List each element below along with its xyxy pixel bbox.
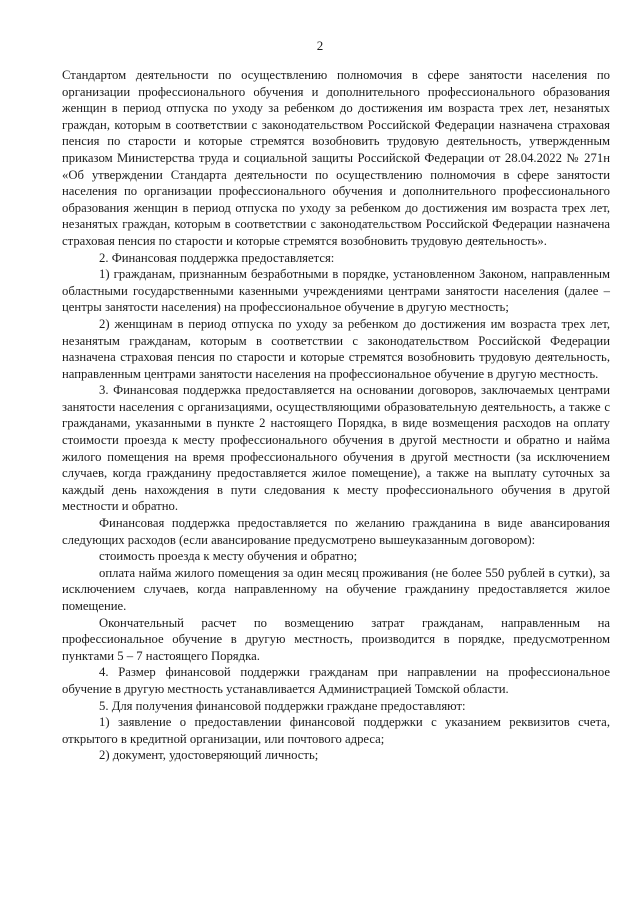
page-number: 2 xyxy=(316,38,324,53)
paragraph-clause-5: 5. Для получения финансовой поддержки граждане предоставляют: xyxy=(99,698,466,713)
paragraph-housing-cost: оплата найма жилого помещения за один месяц проживания (не более 550 рублей в сутки), за исключением случаев, когда направленному на обучение гражданину предоставляется жилое помещение. xyxy=(62,565,610,613)
paragraph-final-settlement: Окончательный расчет по возмещению затрат гражданам, направленным на профессиональное обучение в другую местность, производится в порядке, предусмотренном пунктами 5 – 7 настоящего Порядка. xyxy=(62,615,610,663)
paragraph-clause-5-item-1: 1) заявление о предоставлении финансовой поддержки с указанием реквизитов счета, открытого в кредитной организации, или почтового адреса; xyxy=(62,715,610,746)
paragraph-standard-continuation: Стандартом деятельности по осуществлению полномочия в сфере занятости населения по организации профессионального обучения и дополнительного профессионального образования женщин в период отпуска по уходу за ребенком до достижения им возраста трех лет, незанятых граждан, которым в соответствии с законодательством Российской Федерации назначена страховая пенсия по старости и которые стремятся возобновить трудовую деятельность, утвержденным приказом Министерства труда и социальной защиты Российской Федерации от 28.04.2022 № 271н «Об утверждении Стандарта деятельности по осуществлению полномочия в сфере занятости населения по организации профессионального обучения и дополнительного профессионального образования женщин в период отпуска по уходу за ребенком до достижения им возраста трех лет, незанятых граждан, которым в соответствии с законодательством Российской Федерации назначена страховая пенсия по старости и которые стремятся возобновить трудовую деятельность». xyxy=(62,68,610,248)
paragraph-clause-3: 3. Финансовая поддержка предоставляется на основании договоров, заключаемых центрами занятости населения с организациями, осуществляющими образовательную деятельность, а также с гражданами, указанными в пункте 2 настоящего Порядка, в виде возмещения расходов на оплату стоимости проезда к месту профессионального обучения в другой местности и обратно и найма жилого помещения на время профессионального обучения в другой местности (за исключением случаев, когда гражданину предоставляется жилое помещение), а также на выплату суточных за каждый день нахождения в пути следования к месту профессионального обучения в другой местности и обратно. xyxy=(62,383,610,514)
paragraph-clause-5-item-2: 2) документ, удостоверяющий личность; xyxy=(99,748,319,763)
paragraph-clause-2-item-2: 2) женщинам в период отпуска по уходу за ребенком до достижения им возраста трех лет, незанятым гражданам, которым в соответствии с законодательством Российской Федерации назначена страховая пенсия по старости и которые стремятся возобновить трудовую деятельность, направленным центрами занятости населения на профессиональное обучение в другую местность. xyxy=(62,316,610,381)
paragraph-advance-payment: Финансовая поддержка предоставляется по желанию гражданина в виде авансирования следующих расходов (если авансирование предусмотрено вышеуказанным договором): xyxy=(62,516,610,547)
paragraph-travel-cost: стоимость проезда к месту обучения и обратно; xyxy=(99,549,358,564)
paragraph-clause-2: 2. Финансовая поддержка предоставляется: xyxy=(99,250,335,265)
paragraph-clause-4: 4. Размер финансовой поддержки гражданам при направлении на профессиональное обучение в другую местность устанавливается Администрацией Томской области. xyxy=(62,665,610,696)
document-body xyxy=(62,67,610,764)
paragraph-clause-2-item-1: 1) гражданам, признанным безработными в порядке, установленном Законом, направленным областными государственными казенными учреждениями центрами занятости населения (далее – центры занятости населения) на профессиональное обучение в другую местность; xyxy=(62,267,610,315)
